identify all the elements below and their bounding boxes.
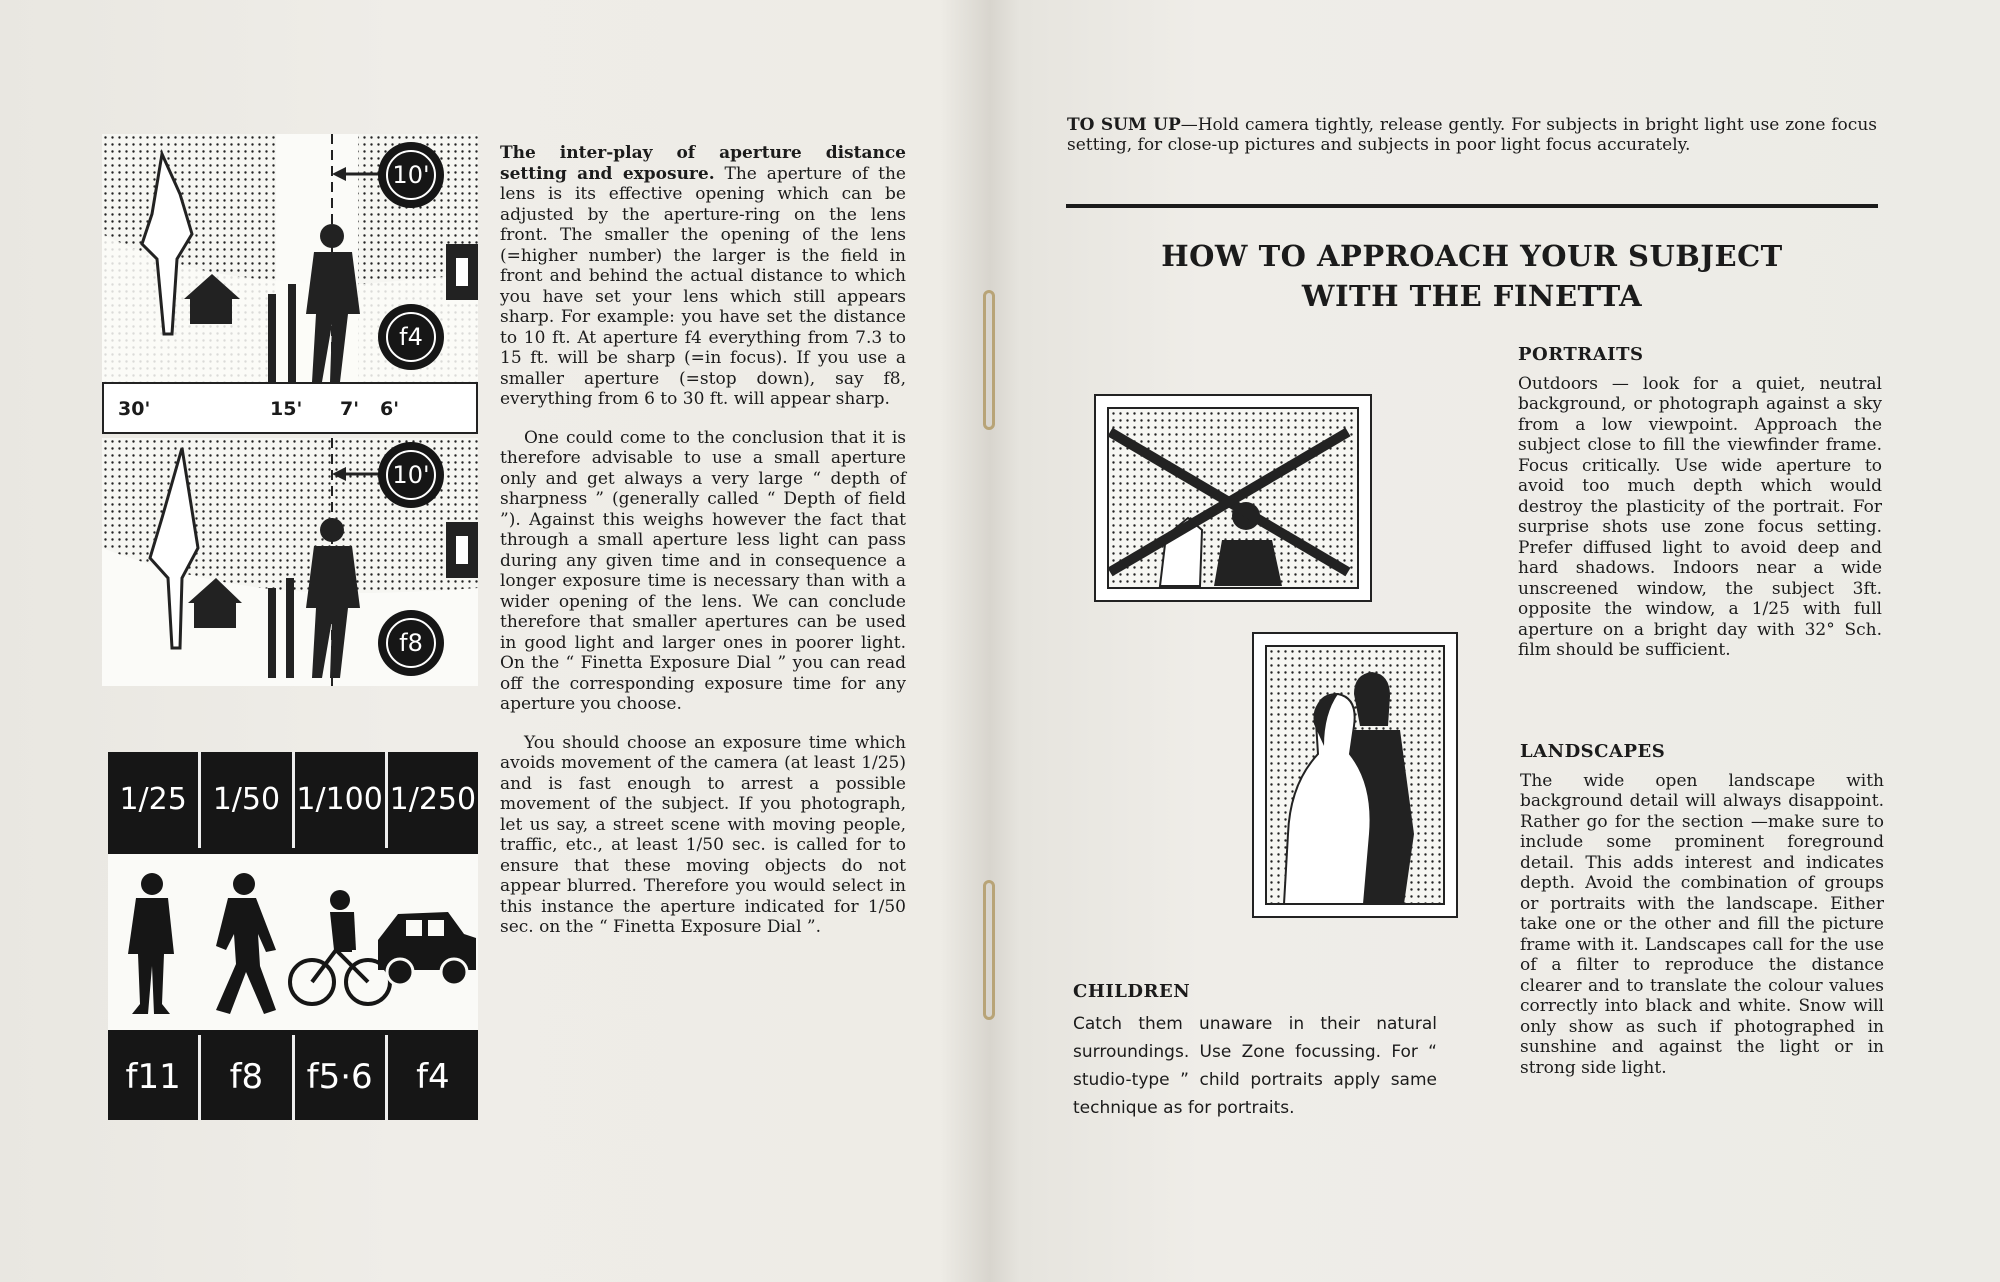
aperture-f8: f8	[201, 1035, 294, 1120]
aperture-badge-f4-label: f4	[386, 312, 436, 362]
wrong-portrait-example	[1094, 394, 1372, 602]
portraits-title: PORTRAITS	[1518, 344, 1644, 365]
scale-mark-15: 15'	[270, 398, 303, 420]
sum-up-label: TO SUM UP	[1067, 115, 1181, 135]
portraits-section	[1518, 345, 1882, 679]
car-icon	[378, 912, 476, 985]
aperture-f5-6: f5·6	[295, 1035, 388, 1120]
aperture-badge-f8-label: f8	[386, 618, 436, 668]
sum-up-text: —Hold camera tightly, release gently. For subjects in bright light use zone focus setting, for close-up pictures and subjects in poor light focus accurately.	[1067, 115, 1877, 155]
wrong-portrait-drawing	[1096, 396, 1370, 600]
motion-figures	[108, 854, 478, 1030]
correct-portrait-drawing	[1254, 634, 1456, 916]
children-title: CHILDREN	[1073, 981, 1191, 1002]
distance-badge-bottom	[378, 442, 444, 508]
binding-stitch-bottom	[983, 880, 995, 1020]
section-divider	[1066, 204, 1878, 208]
left-text-column	[500, 143, 906, 956]
shutter-speed-1-100: 1/100	[295, 752, 388, 848]
intro-paragraph	[500, 143, 906, 410]
distance-badge-bottom-label: 10'	[386, 450, 436, 500]
aperture-f4: f4	[416, 1057, 450, 1097]
right-page	[1000, 0, 2000, 1282]
shutter-speed-1-50: 1/50	[201, 752, 294, 848]
children-section	[1073, 978, 1437, 1140]
shutter-speed-1-250: 1/250	[389, 782, 477, 817]
aperture-badge-f4	[378, 304, 444, 370]
distance-badge-top	[378, 142, 444, 208]
dof-panel-f4	[102, 134, 478, 382]
depth-of-field-illustration	[102, 134, 478, 686]
distance-badge-top-label: 10'	[386, 150, 436, 200]
exposure-time-paragraph: You should choose an exposure time which avoids movement of the camera (at least 1/25) and is fast enough to arrest a possible movement of the subject. If you photograph, let us say, a street scene with moving people, traffic, etc., at least 1/50 sec. is called for to ensure that these moving objects do not appear blurred. Therefore you would select in this instance the aperture indicated for 1/50 sec. on the “ Finetta Exposure Dial ”.	[500, 732, 906, 937]
aperture-row	[108, 1035, 478, 1120]
aperture-badge-f8	[378, 610, 444, 676]
aperture-f11: f11	[108, 1035, 201, 1120]
landscapes-title: LANDSCAPES	[1520, 741, 1666, 762]
intro-text: The aperture of the lens is its effective opening which can be adjusted by the aperture-ring on the lens front. The smaller the opening of the lens (=higher number) the larger is the field in front and behind the actual distance to which you have set your lens which still appears sharp. For example: you have set the distance to 10 ft. At aperture f4 everything from 7.3 to 15 ft. will be sharp (=in focus). If you use a smaller aperture (=stop down), say f8, everything from 6 to 30 ft. will appear sharp.	[500, 163, 906, 409]
shutter-speed-1-25: 1/25	[108, 752, 201, 848]
landscapes-section	[1520, 742, 1884, 1096]
page-title-line1: HOW TO APPROACH YOUR SUBJECT	[1161, 239, 1783, 273]
scale-mark-6: 6'	[380, 398, 400, 420]
page-title-line2: WITH THE FINETTA	[1301, 279, 1643, 313]
binding-stitch-top	[983, 290, 995, 430]
walking-figure-icon	[216, 873, 276, 1014]
sum-up-block	[1067, 115, 1877, 155]
distance-scale	[102, 382, 478, 434]
landscapes-text: The wide open landscape with background detail will always disappoint. Rather go for the section —make sure to include some prominent foreground detail. This adds interest and indicates depth. Avoid the combination of groups or portraits with the landscape. Either take one or the other and fill the picture frame with it. Landscapes call for the use of a filter to reproduce the distance clearer and to translate the colour values correctly into black and white. Snow will only show as such if photographed in sunshine and against the light or in strong side light.	[1520, 770, 1884, 1078]
intro-title: The inter-play of aperture distance setting and exposure.	[500, 143, 906, 184]
exposure-chart	[108, 752, 478, 1120]
left-page	[0, 0, 990, 1282]
dof-panel-f8	[102, 438, 478, 686]
depth-of-field-paragraph: One could come to the conclusion that it is therefore advisable to use a small aperture only and get always a very large “ depth of sharpness ” (generally called “ Depth of field ”). Against this weighs however the fact that through a small aperture less light can pass during any given time and in consequence a longer exposure time is necessary than with a wider opening of the lens. We can conclude therefore that smaller apertures can be used in good light and larger ones in poorer light. On the “ Finetta Exposure Dial ” you can read off the corresponding exposure time for any aperture you choose.	[500, 427, 906, 714]
cyclist-icon	[290, 890, 390, 1004]
children-text: Catch them unaware in their natural surroundings. Use Zone focussing. For “ studio-type ” child portraits apply same technique as for portraits.	[1073, 1014, 1437, 1118]
subject-motion-illustration	[108, 854, 478, 1030]
scale-mark-30: 30'	[118, 398, 151, 420]
correct-portrait-example	[1252, 632, 1458, 918]
page-title	[1066, 236, 1878, 316]
shutter-speed-row	[108, 752, 478, 848]
scale-mark-7: 7'	[340, 398, 360, 420]
portraits-text: Outdoors — look for a quiet, neutral background, or photograph against a sky from a low viewpoint. Approach the subject close to fill the viewfinder frame. Focus critically. Use wide aperture to avoid too much depth which would destroy the plasticity of the portrait. For surprise shots use zone focus setting. Prefer diffused light to avoid deep and hard shadows. Indoors near a wide unscreened window, the subject 3ft. opposite the window, a 1/25 with full aperture on a bright day with 32° Sch. film should be sufficient.	[1518, 373, 1882, 660]
standing-figure-icon	[128, 873, 174, 1014]
